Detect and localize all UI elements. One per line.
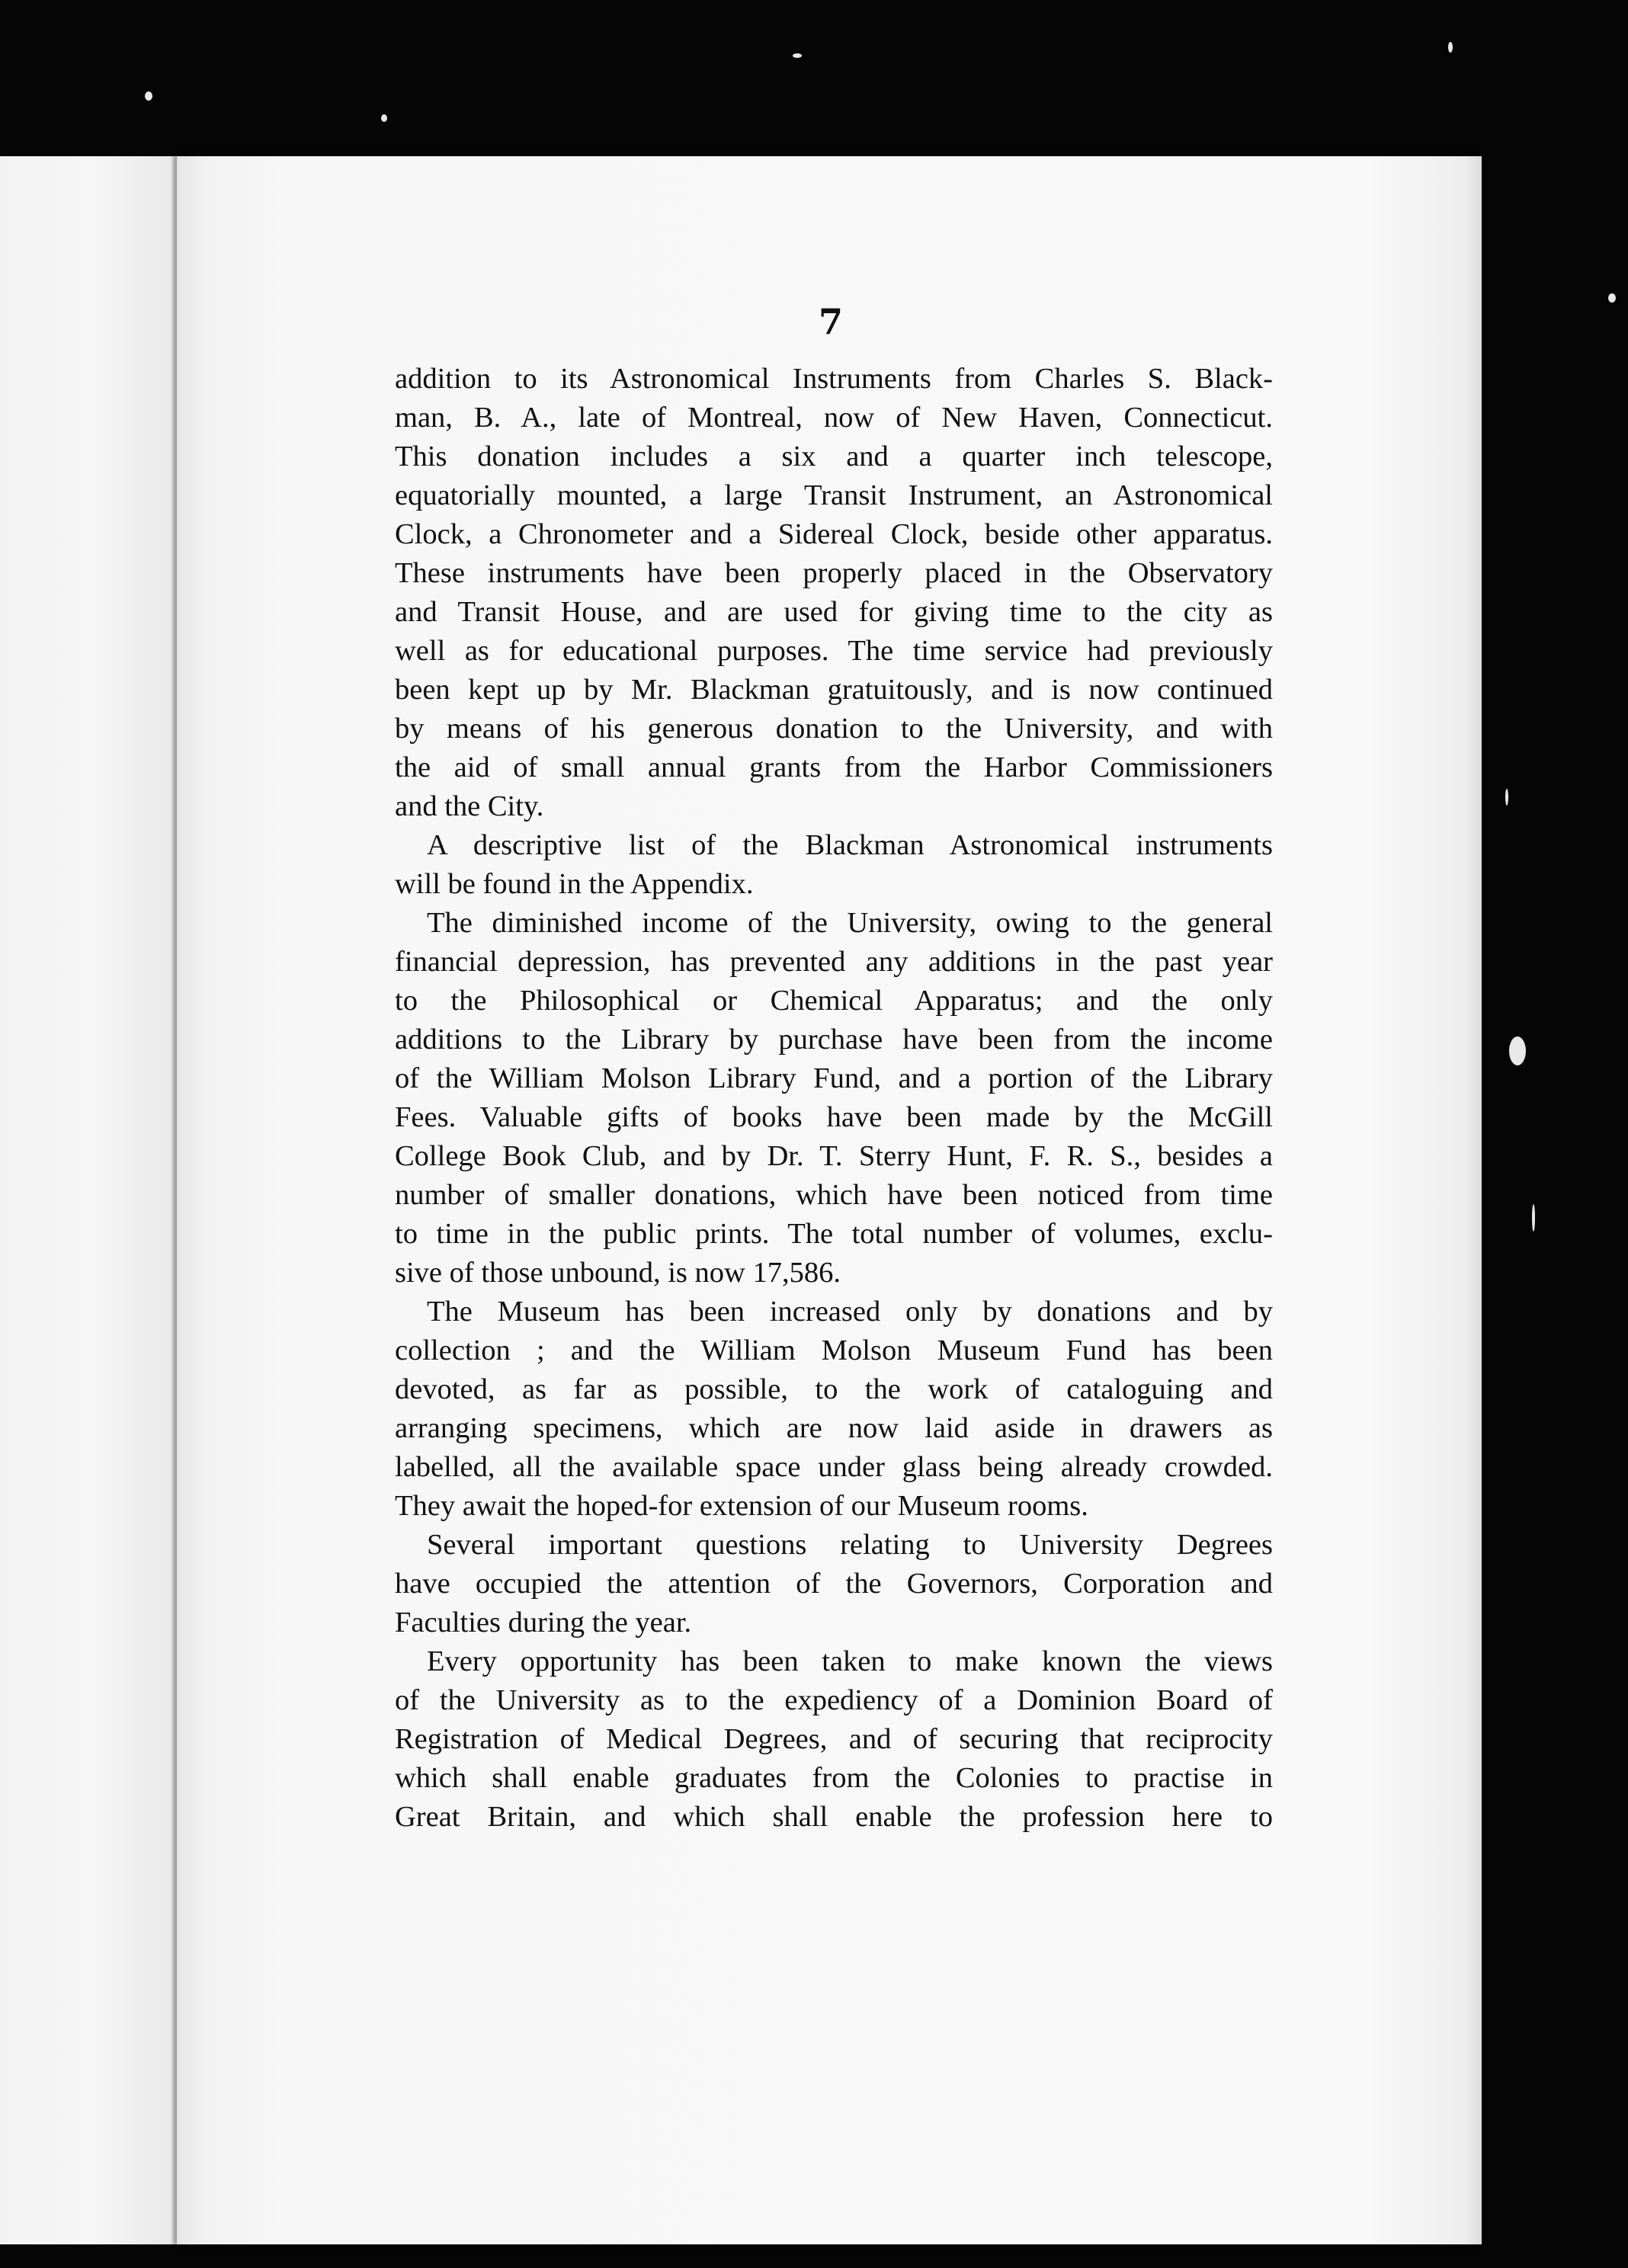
dust-speck [1532,1204,1535,1232]
page-number: 7 [818,301,843,342]
facing-page-edge [0,156,177,2244]
text-line: Several important questions relating to University Degrees [427,1529,1273,1561]
dust-speck [145,91,152,101]
text-line: A descriptive list of the Blackman Astronomical instruments [427,829,1273,861]
text-line: Great Britain, and which shall enable the profession here to [395,1801,1273,1833]
paragraph [395,1526,1273,1642]
text-line: equatorially mounted, a large Transit Instrument, an Astronomical [395,479,1273,511]
text-line: to time in the public prints. The total number of volumes, exclu- [395,1218,1273,1250]
text-line: well as for educational purposes. The time service had previously [395,635,1273,667]
text-line: man, B. A., late of Montreal, now of New Haven, Connecticut. [395,402,1273,434]
text-line: the aid of small annual grants from the Harbor Commissioners [395,751,1273,783]
body-text [395,360,1273,1837]
text-line: These instruments have been properly placed in the Observatory [395,557,1273,589]
dust-speck [793,53,802,58]
text-line: They await the hoped-for extension of our Museum rooms. [395,1490,1088,1522]
text-line: and Transit House, and are used for giving time to the city as [395,596,1273,628]
text-line: collection ; and the William Molson Museum Fund has been [395,1334,1273,1366]
dust-speck [1448,42,1453,53]
text-line: The Museum has been increased only by donations and by [427,1296,1273,1328]
paragraph [395,904,1273,1293]
text-line: Faculties during the year. [395,1606,692,1639]
text-line: labelled, all the available space under glass being already crowded. [395,1451,1273,1483]
text-line: addition to its Astronomical Instruments from Charles S. Black- [395,363,1273,395]
paragraph [395,1293,1273,1526]
text-line: Clock, a Chronometer and a Sidereal Clock, beside other apparatus. [395,518,1273,550]
text-line: of the William Molson Library Fund, and a portion of the Library [395,1062,1273,1094]
dust-speck [1608,293,1616,303]
dust-speck [381,114,387,122]
text-line: Fees. Valuable gifts of books have been made by the McGill [395,1101,1273,1133]
text-line: This donation includes a six and a quarter inch telescope, [395,440,1273,472]
text-line: number of smaller donations, which have been noticed from time [395,1179,1273,1211]
text-line: Registration of Medical Degrees, and of securing that reciprocity [395,1723,1273,1755]
text-line: been kept up by Mr. Blackman gratuitously, and is now continued [395,674,1273,706]
dust-speck [1509,1036,1526,1065]
text-line: of the University as to the expediency of a Dominion Board of [395,1684,1273,1716]
text-line: to the Philosophical or Chemical Apparatus; and the only [395,985,1273,1017]
text-line: financial depression, has prevented any additions in the past year [395,946,1273,978]
text-line: additions to the Library by purchase have been from the income [395,1023,1273,1056]
paragraph [395,826,1273,904]
dust-speck [1505,789,1508,806]
text-line: will be found in the Appendix. [395,868,754,900]
text-line: devoted, as far as possible, to the work of cataloguing and [395,1373,1273,1405]
text-line: The diminished income of the University, owing to the general [427,907,1273,939]
text-line: College Book Club, and by Dr. T. Sterry Hunt, F. R. S., besides a [395,1140,1273,1172]
text-line: have occupied the attention of the Governors, Corporation and [395,1568,1273,1600]
text-line: which shall enable graduates from the Colonies to practise in [395,1762,1273,1794]
text-line: sive of those unbound, is now 17,586. [395,1257,841,1289]
text-line: by means of his generous donation to the University, and with [395,713,1273,745]
paragraph [395,1642,1273,1837]
text-line: arranging specimens, which are now laid aside in drawers as [395,1412,1273,1444]
paragraph [395,360,1273,826]
text-line: and the City. [395,790,544,822]
text-line: Every opportunity has been taken to make known the views [427,1645,1273,1677]
